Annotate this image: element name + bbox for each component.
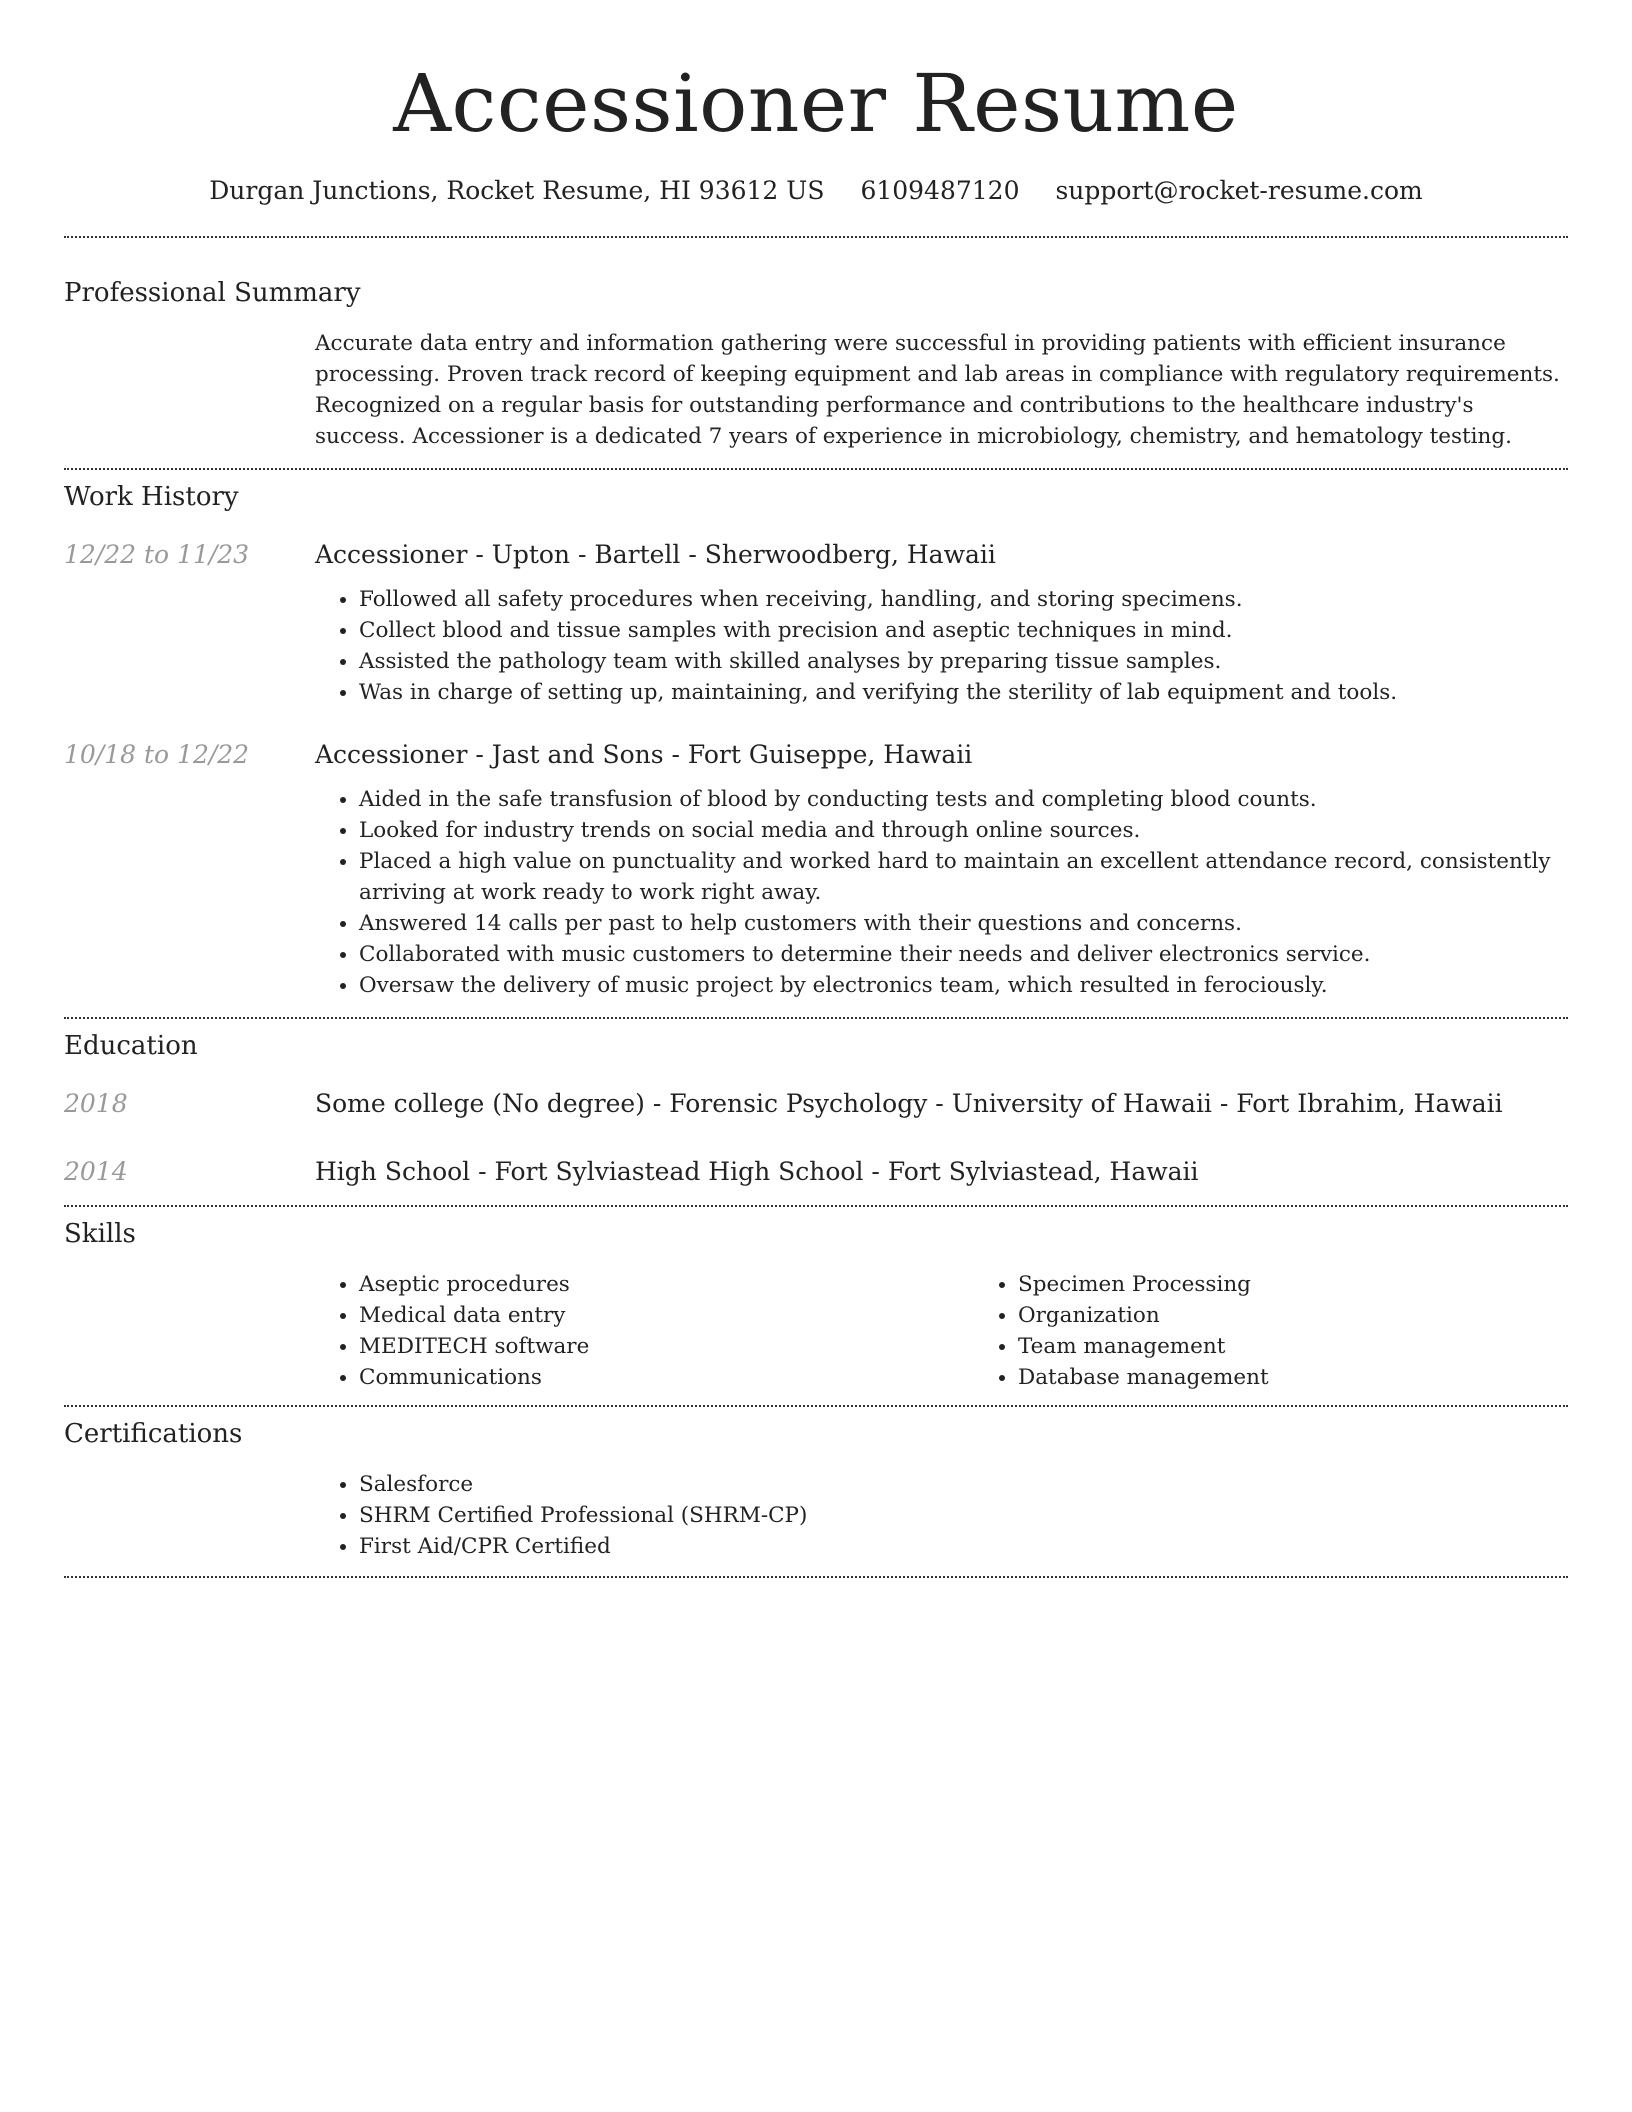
divider	[64, 1205, 1568, 1207]
divider	[64, 1405, 1568, 1407]
job-bullet: • Collaborated with music customers to determine their needs and deliver electronics service.	[359, 939, 1568, 970]
skill-item: • Specimen Processing	[1018, 1269, 1632, 1300]
job-dates: 12/22 to 11/23	[64, 540, 250, 569]
education-entry	[64, 1087, 1568, 1121]
skill-item: • Communications	[359, 1362, 974, 1393]
education-section	[64, 1029, 1568, 1189]
resume-page	[64, 0, 1568, 1578]
education-details: - Fort Sylviastead High School - Fort Sylviastead, Hawaii	[470, 1157, 1199, 1186]
job-bullet: • Answered 14 calls per past to help customers with their questions and concerns.	[359, 908, 1568, 939]
divider	[64, 236, 1568, 238]
skills-section	[64, 1217, 1568, 1393]
job-title: Accessioner - Upton - Bartell - Sherwoodberg, Hawaii	[315, 540, 996, 569]
divider	[64, 468, 1568, 470]
divider	[64, 1576, 1568, 1578]
education-heading: Education	[64, 1031, 198, 1061]
certifications-section	[64, 1417, 1568, 1562]
education-degree: High School	[315, 1157, 471, 1186]
skill-item: • Aseptic procedures	[359, 1269, 974, 1300]
job-bullet: • Placed a high value on punctuality and worked hard to maintain an excellent attendance record, consistently arriving at work ready to work right away.	[359, 846, 1568, 908]
skill-item: • MEDITECH software	[359, 1331, 974, 1362]
skill-item: • Database management	[1018, 1362, 1632, 1393]
job-bullet: • Looked for industry trends on social media and through online sources.	[359, 815, 1568, 846]
job-bullet: • Followed all safety procedures when receiving, handling, and storing specimens.	[359, 584, 1568, 615]
certification-item: • SHRM Certified Professional (SHRM-CP)	[359, 1500, 1568, 1531]
work-history-section	[64, 480, 1568, 1001]
education-entry	[64, 1155, 1568, 1189]
divider	[64, 1017, 1568, 1019]
certifications-list	[315, 1469, 1568, 1562]
education-year: 2014	[64, 1157, 128, 1186]
contact-email: support@rocket-resume.com	[1055, 176, 1423, 205]
summary-heading: Professional Summary	[64, 278, 361, 308]
skills-list-left	[315, 1269, 974, 1393]
certifications-heading: Certifications	[64, 1419, 243, 1449]
job-bullets	[315, 784, 1568, 1001]
summary-text: Accurate data entry and information gathering were successful in providing patients with efficient insurance processing. Proven track record of keeping equipment and lab areas in compliance with regulatory requirements. Recognized on a regular basis for outstanding performance and contributions to the healthcare industry's success. Accessioner is a dedicated 7 years of experience in microbiology, chemistry, and hematology testing.	[315, 331, 1560, 449]
work-history-heading: Work History	[64, 482, 239, 512]
certification-item: • First Aid/CPR Certified	[359, 1531, 1568, 1562]
job-title: Accessioner - Jast and Sons - Fort Guiseppe, Hawaii	[315, 740, 973, 769]
skills-list-right	[974, 1269, 1632, 1393]
skill-item: • Team management	[1018, 1331, 1632, 1362]
job-entry	[64, 538, 1568, 708]
education-degree: Some college (No degree)	[315, 1089, 645, 1118]
job-bullet: • Assisted the pathology team with skilled analyses by preparing tissue samples.	[359, 646, 1568, 677]
education-details: - Forensic Psychology - University of Hawaii - Fort Ibrahim, Hawaii	[644, 1089, 1503, 1118]
skill-item: • Organization	[1018, 1300, 1632, 1331]
job-bullet: • Was in charge of setting up, maintaining, and verifying the sterility of lab equipment and tools.	[359, 677, 1568, 708]
job-bullet: • Aided in the safe transfusion of blood by conducting tests and completing blood counts.	[359, 784, 1568, 815]
job-entry	[64, 738, 1568, 1001]
job-bullet: • Oversaw the delivery of music project by electronics team, which resulted in ferociously.	[359, 970, 1568, 1001]
contact-address: Durgan Junctions, Rocket Resume, HI 93612 US	[209, 176, 825, 205]
skill-item: • Medical data entry	[359, 1300, 974, 1331]
resume-title: Accessioner Resume	[393, 57, 1239, 150]
job-bullet: • Collect blood and tissue samples with precision and aseptic techniques in mind.	[359, 615, 1568, 646]
summary-section	[64, 276, 1568, 452]
certification-item: • Salesforce	[359, 1469, 1568, 1500]
contact-phone: 6109487120	[860, 176, 1020, 205]
job-bullets	[315, 584, 1568, 708]
job-dates: 10/18 to 12/22	[64, 740, 250, 769]
education-year: 2018	[64, 1089, 128, 1118]
contact-line	[64, 174, 1568, 208]
skills-heading: Skills	[64, 1219, 136, 1249]
